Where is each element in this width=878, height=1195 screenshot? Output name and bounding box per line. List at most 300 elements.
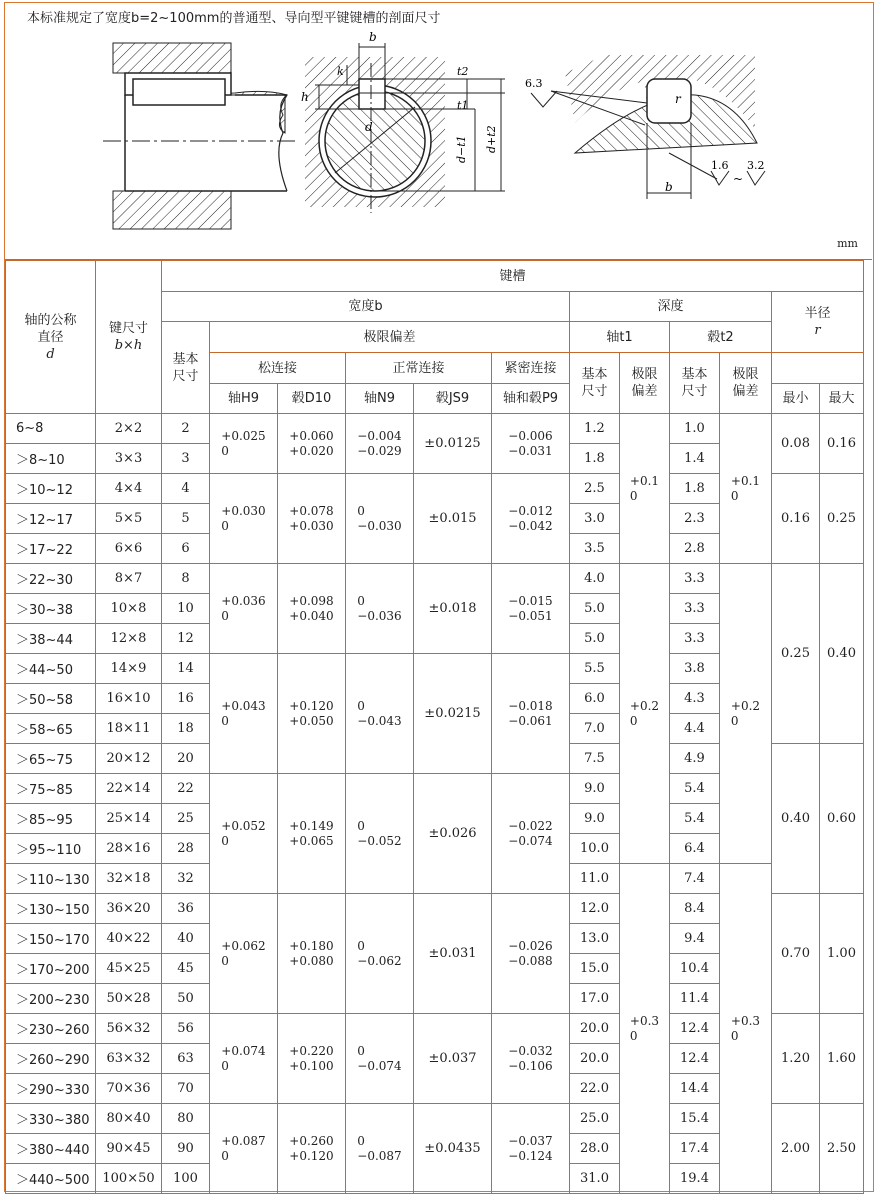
cell-t1-basic: 28.0 [570,1134,620,1164]
cell-shaft-diameter: ＞290~330 [6,1074,96,1104]
cell-shaft-diameter: ＞380~440 [6,1134,96,1164]
cell-key-size: 28×16 [96,834,162,864]
header-t1-basic-line1: 基本 [581,367,608,382]
cell-basic-width: 40 [162,924,210,954]
cell-shaft-hub-p9-line2: −0.051 [508,608,553,623]
label-tilde: ~ [733,172,744,186]
cell-hub-d10-line2: +0.065 [289,833,334,848]
cell-hub-d10-values [289,594,333,624]
cell-shaft-hub-p9-values [508,1134,552,1164]
cell-t1-basic: 10.0 [570,834,620,864]
table-body [6,414,864,1194]
header-shaft-n9: 轴N9 [346,384,414,414]
cell-hub-d10 [278,774,346,894]
cell-basic-width: 50 [162,984,210,1014]
cell-shaft-n9-values [357,1134,401,1164]
cell-shaft-hub-p9-line1: −0.018 [508,698,553,713]
cell-key-size: 5×5 [96,504,162,534]
header-t1-limit [620,353,670,414]
cell-radius-min: 0.08 [772,414,820,474]
header-t2-limit [720,353,772,414]
header-shaft-t1: 轴t1 [570,322,670,353]
cell-shaft-n9-line2: −0.030 [357,518,402,533]
cell-shaft-hub-p9-line1: −0.006 [508,428,553,443]
cell-basic-width: 6 [162,534,210,564]
cell-t2-basic: 1.0 [670,414,720,444]
cell-key-size: 40×22 [96,924,162,954]
cell-hub-d10-values [289,699,333,729]
cell-basic-width: 80 [162,1104,210,1134]
cell-t2-basic: 1.4 [670,444,720,474]
cell-key-size: 70×36 [96,1074,162,1104]
cell-shaft-n9-values [357,429,401,459]
cell-hub-d10-values [289,939,333,969]
cell-shaft-n9-line2: −0.087 [357,1148,402,1163]
cell-shaft-hub-p9 [492,474,570,564]
cell-hub-d10 [278,1104,346,1194]
cell-t1-basic: 12.0 [570,894,620,924]
cell-basic-width: 12 [162,624,210,654]
cell-hub-d10 [278,564,346,654]
cell-shaft-diameter: ＞110~130 [6,864,96,894]
cell-radius-min: 0.16 [772,474,820,564]
cell-basic-width: 5 [162,504,210,534]
header-t2-basic [670,353,720,414]
cell-shaft-hub-p9 [492,564,570,654]
keyway-drawing [5,3,871,259]
cell-shaft-hub-p9-values [508,939,552,969]
cell-radius-max: 0.25 [820,474,864,564]
cell-basic-width: 3 [162,444,210,474]
cell-shaft-n9-line2: −0.043 [357,713,402,728]
cell-t1-basic: 5.0 [570,624,620,654]
cell-t1-basic: 6.0 [570,684,620,714]
cell-t1-basic: 9.0 [570,804,620,834]
cell-key-size: 4×4 [96,474,162,504]
cell-radius-max: 0.16 [820,414,864,474]
label-b-top: b [369,30,377,44]
figure-area [5,3,872,260]
cell-shaft-h9 [210,474,278,564]
cell-shaft-diameter: ＞85~95 [6,804,96,834]
cell-shaft-h9 [210,774,278,894]
cell-shaft-n9-values [357,819,401,849]
cell-basic-width: 20 [162,744,210,774]
cell-key-size: 80×40 [96,1104,162,1134]
cell-basic-width: 10 [162,594,210,624]
cell-basic-width: 63 [162,1044,210,1074]
cell-t1-basic: 1.8 [570,444,620,474]
cell-shaft-hub-p9-values [508,504,552,534]
cell-t1-basic: 5.0 [570,594,620,624]
cell-shaft-h9-line1: +0.062 [221,938,266,953]
cell-t1-basic: 4.0 [570,564,620,594]
cell-shaft-h9-line1: +0.025 [221,428,266,443]
cell-shaft-n9-values [357,594,401,624]
header-shaft-hub-p9: 轴和毂P9 [492,384,570,414]
header-radius-min: 最小 [772,384,820,414]
cell-shaft-hub-p9 [492,894,570,1014]
cell-shaft-hub-p9-line2: −0.061 [508,713,553,728]
cell-t2-basic: 6.4 [670,834,720,864]
cell-shaft-h9-line2: 0 [221,953,229,968]
cell-t1-basic: 7.0 [570,714,620,744]
label-roughness-32: 3.2 [747,159,765,172]
cell-shaft-diameter: ＞17~22 [6,534,96,564]
cell-t1-basic: 20.0 [570,1014,620,1044]
caption-text: 本标准规定了宽度b=2~100mm的普通型、导向型平键键槽的剖面尺寸 [27,11,441,26]
cell-t2-limit-line2: 0 [730,1028,739,1043]
label-d: d [365,120,373,134]
table-row [6,414,864,444]
cell-shaft-n9-line2: −0.036 [357,608,402,623]
cell-hub-d10-line2: +0.020 [289,443,334,458]
cell-shaft-h9-line1: +0.052 [221,818,266,833]
cell-shaft-diameter: ＞10~12 [6,474,96,504]
cell-hub-d10 [278,414,346,474]
cell-hub-d10-line2: +0.030 [289,518,334,533]
cell-t1-basic: 11.0 [570,864,620,894]
cell-shaft-hub-p9-line2: −0.031 [508,443,553,458]
cell-shaft-hub-p9-line1: −0.022 [508,818,553,833]
cell-shaft-diameter: ＞12~17 [6,504,96,534]
cell-shaft-hub-p9-line2: −0.124 [508,1148,553,1163]
cell-shaft-n9 [346,774,414,894]
cell-t2-basic: 10.4 [670,954,720,984]
cell-t2-basic: 9.4 [670,924,720,954]
cell-shaft-n9 [346,564,414,654]
cell-t2-basic: 8.4 [670,894,720,924]
cell-hub-d10-line1: +0.120 [289,698,334,713]
cell-shaft-h9-line2: 0 [221,608,229,623]
cell-t2-basic: 4.9 [670,744,720,774]
cell-shaft-hub-p9-line1: −0.032 [508,1043,553,1058]
label-d-plus-t2: d+t2 [485,125,498,153]
cell-shaft-hub-p9-values [508,594,552,624]
header-shaft-diameter-line2: 直径 [37,329,64,345]
cell-hub-d10-line2: +0.080 [289,953,334,968]
header-radius-max: 最大 [820,384,864,414]
header-radius-line1: 半径 [804,306,831,321]
cell-shaft-hub-p9 [492,1014,570,1104]
header-radius-line2: r [814,323,821,338]
cell-t2-basic: 5.4 [670,804,720,834]
cell-shaft-diameter: ＞65~75 [6,744,96,774]
cell-radius-max: 0.60 [820,744,864,894]
cell-hub-d10-line2: +0.100 [289,1058,334,1073]
cell-key-size: 45×25 [96,954,162,984]
cell-shaft-n9-line1: 0 [357,818,365,833]
cell-key-size: 10×8 [96,594,162,624]
cell-radius-min: 0.40 [772,744,820,894]
cell-hub-d10 [278,894,346,1014]
cell-shaft-h9-line2: 0 [221,1058,229,1073]
header-t1-basic-line2: 尺寸 [581,384,608,399]
header-shaft-diameter-line1: 轴的公称 [24,312,77,328]
cell-t1-basic: 15.0 [570,954,620,984]
header-key-size [96,261,162,414]
cell-shaft-diameter: ＞130~150 [6,894,96,924]
cell-t1-basic: 3.0 [570,504,620,534]
header-basic-size-line1: 基本 [172,351,199,367]
cell-t2-basic: 2.3 [670,504,720,534]
cell-shaft-n9-line2: −0.074 [357,1058,402,1073]
cell-hub-d10-line1: +0.078 [289,503,334,518]
cell-shaft-diameter: ＞200~230 [6,984,96,1014]
cell-shaft-diameter: ＞440~500 [6,1164,96,1194]
cell-hub-js9: ±0.0125 [414,414,492,474]
cell-t1-limit-line1: +0.3 [629,1013,660,1028]
cell-hub-d10-values [289,819,333,849]
cell-shaft-hub-p9-line2: −0.088 [508,953,553,968]
cell-t2-limit-values [731,1014,760,1044]
header-t2-limit-line1: 极限 [732,367,759,382]
label-b-bottom: b [665,180,673,194]
cell-hub-d10-line2: +0.040 [289,608,334,623]
cell-shaft-diameter: ＞170~200 [6,954,96,984]
cell-hub-js9: ±0.0435 [414,1104,492,1194]
cell-basic-width: 45 [162,954,210,984]
cell-radius-min: 1.20 [772,1014,820,1104]
cell-t2-basic: 3.3 [670,594,720,624]
cell-shaft-diameter: ＞30~38 [6,594,96,624]
cell-basic-width: 90 [162,1134,210,1164]
cell-hub-d10-line2: +0.120 [289,1148,334,1163]
cell-hub-d10-values [289,504,333,534]
cell-shaft-diameter: ＞75~85 [6,774,96,804]
cell-t2-basic: 7.4 [670,864,720,894]
cell-t1-limit-values [630,474,659,504]
cell-shaft-diameter: ＞8~10 [6,444,96,474]
header-basic-size-line2: 尺寸 [172,368,199,384]
cell-shaft-n9-values [357,699,401,729]
cell-hub-d10-line1: +0.060 [289,428,334,443]
cell-t2-basic: 4.3 [670,684,720,714]
cell-basic-width: 14 [162,654,210,684]
header-t1-limit-line2: 偏差 [631,384,658,399]
cell-shaft-hub-p9-line1: −0.037 [508,1133,553,1148]
cell-t1-basic: 25.0 [570,1104,620,1134]
label-roughness-16: 1.6 [711,159,729,172]
cell-key-size: 32×18 [96,864,162,894]
cell-shaft-n9-values [357,504,401,534]
keyway-detail [525,55,765,199]
cell-t2-limit-line1: +0.1 [730,473,761,488]
cell-t1-basic: 3.5 [570,534,620,564]
header-t1-limit-line1: 极限 [631,367,658,382]
cell-basic-width: 36 [162,894,210,924]
cell-shaft-h9-values [221,819,265,849]
cell-shaft-n9 [346,894,414,1014]
header-basic-size [162,322,210,414]
cell-t1-limit [620,864,670,1194]
cell-t1-basic: 9.0 [570,774,620,804]
cell-key-size: 36×20 [96,894,162,924]
cell-hub-d10-values [289,429,333,459]
cell-shaft-hub-p9 [492,654,570,774]
cell-shaft-diameter: ＞58~65 [6,714,96,744]
cell-shaft-h9-line2: 0 [221,833,229,848]
cell-basic-width: 100 [162,1164,210,1194]
cell-t2-basic: 15.4 [670,1104,720,1134]
cell-basic-width: 56 [162,1014,210,1044]
cell-basic-width: 25 [162,804,210,834]
cell-basic-width: 28 [162,834,210,864]
header-key-size-line1: 键尺寸 [108,321,148,336]
keyway-table [5,260,864,1194]
label-roughness-63: 6.3 [525,77,543,90]
cell-shaft-n9-values [357,1044,401,1074]
header-normal: 正常连接 [346,353,492,384]
cell-key-size: 90×45 [96,1134,162,1164]
cell-t1-basic: 31.0 [570,1164,620,1194]
cell-t1-limit-line1: +0.1 [629,473,660,488]
cell-shaft-h9-line1: +0.074 [221,1043,266,1058]
cell-hub-js9: ±0.018 [414,564,492,654]
cell-shaft-h9-line1: +0.030 [221,503,266,518]
header-hub-d10: 毂D10 [278,384,346,414]
standard-sheet [4,2,874,1192]
label-t2: t2 [457,65,469,78]
cell-t1-basic: 20.0 [570,1044,620,1074]
cell-key-size: 50×28 [96,984,162,1014]
header-depth: 深度 [570,292,772,322]
cell-radius-max: 1.00 [820,894,864,1014]
cell-shaft-h9-line1: +0.087 [221,1133,266,1148]
cell-t1-limit-line2: 0 [629,1028,638,1043]
cell-t1-basic: 1.2 [570,414,620,444]
cell-hub-d10-line1: +0.260 [289,1133,334,1148]
cell-shaft-hub-p9 [492,774,570,894]
cell-shaft-n9 [346,1014,414,1104]
unit-label: mm [837,237,858,250]
cell-shaft-diameter: ＞50~58 [6,684,96,714]
cell-hub-d10-values [289,1134,333,1164]
label-d-minus-t1: d−t1 [455,135,468,163]
cell-basic-width: 2 [162,414,210,444]
cell-t2-limit-line1: +0.2 [730,698,761,713]
cell-basic-width: 70 [162,1074,210,1104]
cell-shaft-n9-line2: −0.052 [357,833,402,848]
header-key-size-line2: b×h [114,338,143,353]
header-width: 宽度b [162,292,570,322]
cell-t1-limit-line1: +0.2 [629,698,660,713]
cell-key-size: 56×32 [96,1014,162,1044]
cell-t2-basic: 12.4 [670,1044,720,1074]
cell-shaft-h9 [210,564,278,654]
cell-t2-basic: 19.4 [670,1164,720,1194]
cell-shaft-h9-values [221,594,265,624]
cell-shaft-h9-line2: 0 [221,518,229,533]
cell-shaft-n9-line1: 0 [357,503,365,518]
cell-hub-d10 [278,654,346,774]
cell-t2-basic: 2.8 [670,534,720,564]
cell-t2-limit [720,414,772,564]
cell-shaft-n9-line1: 0 [357,938,365,953]
label-t1: t1 [457,99,469,112]
cell-radius-min: 0.25 [772,564,820,744]
cell-shaft-diameter: 6~8 [6,414,96,444]
cell-hub-d10-line1: +0.180 [289,938,334,953]
cell-t2-limit-line1: +0.3 [730,1013,761,1028]
label-h: h [301,90,309,104]
cell-shaft-hub-p9-line1: −0.012 [508,503,553,518]
cell-shaft-n9 [346,1104,414,1194]
cell-t1-limit [620,564,670,864]
cell-key-size: 14×9 [96,654,162,684]
cell-hub-d10 [278,1014,346,1104]
cell-shaft-n9 [346,414,414,474]
cell-t2-limit-line2: 0 [730,488,739,503]
cell-shaft-diameter: ＞150~170 [6,924,96,954]
cell-t1-limit-values [630,1014,659,1044]
cell-shaft-diameter: ＞230~260 [6,1014,96,1044]
cell-shaft-h9 [210,414,278,474]
header-shaft-diameter-symbol: d [46,346,55,362]
cell-hub-js9: ±0.015 [414,474,492,564]
cell-t2-limit-line2: 0 [730,713,739,728]
cell-t2-basic: 1.8 [670,474,720,504]
header-shaft-h9: 轴H9 [210,384,278,414]
cell-shaft-h9-values [221,1134,265,1164]
header-t2-basic-line1: 基本 [681,367,708,382]
cell-shaft-n9-line1: 0 [357,1133,365,1148]
cell-shaft-diameter: ＞330~380 [6,1104,96,1134]
cell-t1-limit-line2: 0 [629,713,638,728]
cell-hub-d10-line1: +0.098 [289,593,334,608]
cell-hub-d10-values [289,1044,333,1074]
cell-hub-js9: ±0.031 [414,894,492,1014]
cell-shaft-diameter: ＞22~30 [6,564,96,594]
header-hub-t2: 毂t2 [670,322,772,353]
cell-t2-basic: 17.4 [670,1134,720,1164]
cell-shaft-n9-line1: 0 [357,593,365,608]
cell-shaft-h9 [210,654,278,774]
cell-shaft-hub-p9-values [508,699,552,729]
cell-shaft-n9-line1: 0 [357,698,365,713]
cell-shaft-diameter: ＞44~50 [6,654,96,684]
cell-key-size: 18×11 [96,714,162,744]
cell-t2-basic: 3.3 [670,624,720,654]
cell-t2-basic: 11.4 [670,984,720,1014]
cell-basic-width: 16 [162,684,210,714]
cell-shaft-hub-p9-values [508,1044,552,1074]
cell-hub-d10-line1: +0.220 [289,1043,334,1058]
cross-section [301,30,505,213]
cell-t1-basic: 5.5 [570,654,620,684]
cell-shaft-n9-line2: −0.062 [357,953,402,968]
cell-radius-max: 2.50 [820,1104,864,1194]
cell-t2-limit [720,864,772,1194]
cell-shaft-h9-values [221,504,265,534]
cell-basic-width: 32 [162,864,210,894]
cell-shaft-hub-p9-values [508,429,552,459]
header-hub-js9: 毂JS9 [414,384,492,414]
cell-shaft-h9-line1: +0.036 [221,593,266,608]
cell-basic-width: 8 [162,564,210,594]
cell-hub-js9: ±0.026 [414,774,492,894]
cell-basic-width: 4 [162,474,210,504]
header-shaft-diameter [6,261,96,414]
cell-radius-min: 2.00 [772,1104,820,1194]
header-keyway: 键槽 [162,261,864,292]
cell-key-size: 20×12 [96,744,162,774]
cell-basic-width: 18 [162,714,210,744]
cell-shaft-h9 [210,1104,278,1194]
cell-t1-limit-values [630,699,659,729]
cell-t1-basic: 17.0 [570,984,620,1014]
cell-key-size: 2×2 [96,414,162,444]
